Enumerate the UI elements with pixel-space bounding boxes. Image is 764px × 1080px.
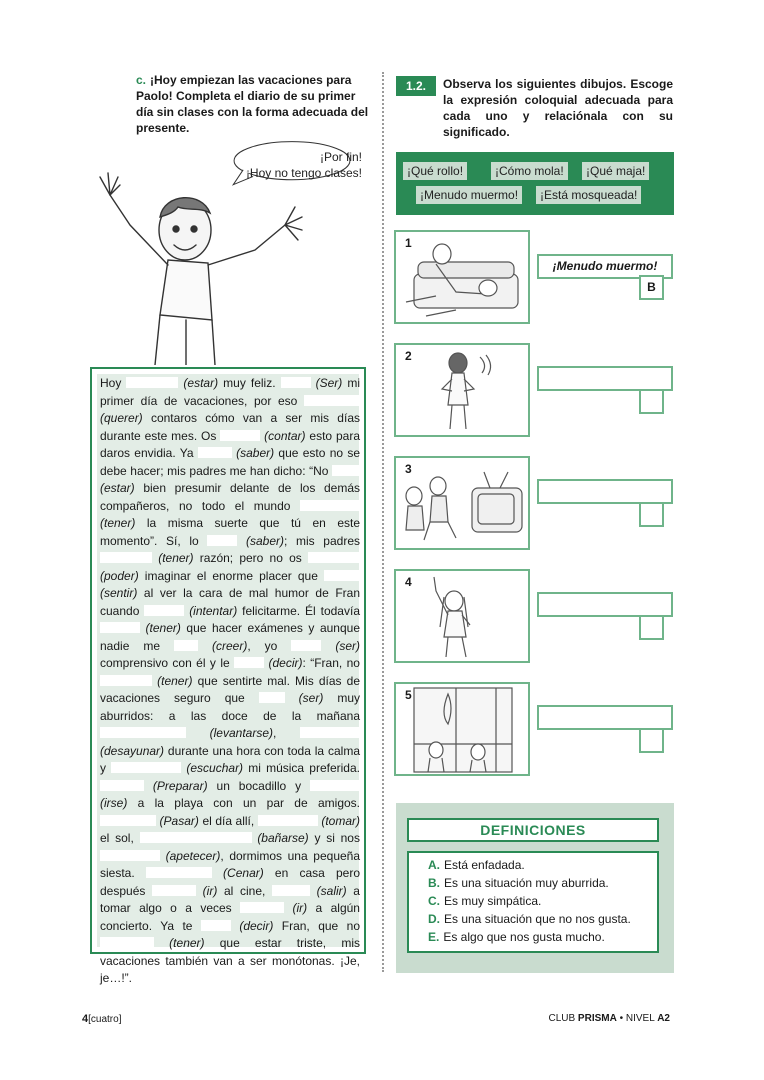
blank-field[interactable] <box>304 395 360 406</box>
definition-text: Está enfadada. <box>444 858 525 872</box>
definition-d <box>428 911 631 927</box>
page-number <box>82 1013 121 1025</box>
diary-segment: la misma suerte que tú en este momento”. Sí, lo <box>100 516 360 548</box>
verb-hint: (decir) <box>230 918 274 933</box>
answer-field-5[interactable] <box>537 705 673 730</box>
diary-segment: a tomar algo o a veces <box>100 883 360 915</box>
verb-hint: (Pasar) <box>156 813 199 828</box>
page-number-digit: 4 <box>82 1013 89 1025</box>
picture-number-3: 3 <box>405 462 412 476</box>
exercise-letter: c. <box>136 73 147 87</box>
diary-segment: ; mis padres <box>284 533 360 548</box>
expression-como-mola: ¡Cómo mola! <box>491 162 568 180</box>
blank-field[interactable] <box>126 377 178 388</box>
bubble-line-1: ¡Por fin! <box>319 150 362 164</box>
diary-segment: en casa pero después <box>100 866 361 898</box>
diary-segment: durante una hora con toda la calma y <box>100 743 360 775</box>
column-divider <box>382 72 384 972</box>
blank-field[interactable] <box>308 552 360 563</box>
diary-segment: al ver la cara de mal humor de Fran cuando <box>100 586 360 618</box>
verb-hint: (escuchar) <box>181 761 244 775</box>
blank-field[interactable] <box>100 622 140 633</box>
picture-number-5: 5 <box>405 688 412 702</box>
definition-b <box>428 875 609 891</box>
diary-segment: que esto no se debe hacer; mis padres me han dicho: “No <box>100 446 361 478</box>
blank-field[interactable] <box>207 535 237 546</box>
definition-text: Es algo que nos gusta mucho. <box>443 930 605 944</box>
answer-field-2[interactable] <box>537 366 673 391</box>
verb-hint: (sentir) <box>100 586 138 600</box>
diary-segment: a algún concierto. Ya te <box>100 901 360 933</box>
verb-hint: (tener) <box>152 673 193 688</box>
diary-segment: Hoy <box>100 376 127 390</box>
blank-field[interactable] <box>220 430 260 441</box>
exercise-c-heading <box>136 72 372 136</box>
bubble-line-2: ¡Hoy no tengo clases! <box>245 166 362 180</box>
definition-text: Es una situación que no nos gusta. <box>444 912 631 926</box>
picture-frame-5 <box>394 682 530 776</box>
verb-hint: (Preparar) <box>144 778 208 793</box>
blank-field[interactable] <box>240 902 284 913</box>
diary-segment: Fran, que no <box>273 918 360 933</box>
diary-segment: que sentirte mal. Mis días de vacaciones seguro que <box>100 673 360 705</box>
blank-field[interactable] <box>201 920 231 931</box>
diary-segment: el día allí, <box>198 813 258 828</box>
definition-a <box>428 857 525 873</box>
blank-field[interactable] <box>100 675 152 686</box>
verb-hint: (irse) <box>100 796 128 810</box>
diary-segment: mi primer día de vacaciones, por eso <box>100 376 360 408</box>
blank-field[interactable] <box>291 640 321 651</box>
annoyed-girl-illustration <box>396 345 528 435</box>
verb-hint: (apetecer) <box>160 848 221 863</box>
definition-text: Es una situación muy aburrida. <box>444 876 609 890</box>
verb-hint: (desayunar) <box>100 743 165 758</box>
blank-field[interactable] <box>234 657 264 668</box>
exercise-instruction: Observa los siguientes dibujos. Escoge la expresión coloquial adecuada para cada uno y relaciónala con su significado. <box>443 77 673 139</box>
level-separator: • NIVEL <box>616 1013 658 1024</box>
picture-frame-4 <box>394 569 530 663</box>
diary-segment: un bocadillo y <box>207 778 310 793</box>
happy-girl-waving-illustration <box>396 571 528 661</box>
blank-field[interactable] <box>310 780 360 791</box>
diary-segment: razón; pero no os <box>193 551 308 565</box>
picture-frame-1 <box>394 230 530 324</box>
diary-segment: al cine, <box>217 883 272 898</box>
blank-field[interactable] <box>140 832 252 843</box>
verb-hint: (creer) <box>198 638 248 653</box>
expression-esta-mosqueada: ¡Está mosqueada! <box>536 186 641 204</box>
verb-hint: (ser) <box>284 691 324 705</box>
diary-segment: el sol, <box>100 831 140 845</box>
verb-hint: (tomar) <box>317 813 360 828</box>
verb-hint: (ser) <box>321 638 360 653</box>
answer-field-1[interactable]: ¡Menudo muermo! <box>537 254 673 279</box>
picture-number-1: 1 <box>405 236 412 250</box>
picture-number-2: 2 <box>405 349 412 363</box>
diary-text <box>100 375 360 988</box>
verb-hint: (decir) <box>264 656 303 670</box>
definition-e <box>428 929 605 945</box>
blank-field[interactable] <box>100 780 144 791</box>
diary-segment: bien presumir delante de los demás compañeros, no todo el mundo <box>100 481 360 513</box>
verb-hint: (tener) <box>154 936 205 950</box>
kids-at-window-illustration <box>396 684 528 774</box>
diary-segment: , dormimos una pequeña siesta. <box>100 848 361 880</box>
blank-field[interactable] <box>272 885 310 896</box>
diary-segment: muy feliz. <box>218 376 281 390</box>
level-label: A2 <box>657 1013 670 1024</box>
definition-letter: C. <box>428 894 440 908</box>
diary-segment: que hacer exámenes y aunque nadie me <box>100 621 360 653</box>
verb-hint: (tener) <box>100 516 136 530</box>
kids-watching-tv-illustration <box>396 458 528 548</box>
boy-illustration <box>90 155 310 365</box>
verb-hint: (Cenar) <box>211 866 264 880</box>
blank-field[interactable] <box>100 937 154 948</box>
blank-field[interactable] <box>144 605 184 616</box>
diary-segment: esto para daros envidia. Ya <box>100 428 360 460</box>
diary-segment: , yo <box>247 638 292 653</box>
verb-hint: (intentar) <box>184 603 238 618</box>
verb-hint: (estar) <box>178 376 219 390</box>
verb-hint: (bañarse) <box>251 831 309 845</box>
blank-field[interactable] <box>300 500 360 511</box>
verb-hint: (ir) <box>284 901 308 915</box>
verb-hint: (estar) <box>100 481 135 495</box>
definitions-title: DEFINICIONES <box>407 818 659 842</box>
exercise-number-badge: 1.2. <box>396 76 436 96</box>
diary-segment: felicitarme. Él todavía <box>237 603 360 618</box>
diary-segment: y si nos <box>308 831 360 845</box>
verb-hint: (levantarse) <box>186 726 274 740</box>
prisma-label: PRISMA <box>577 1013 617 1024</box>
blank-field[interactable] <box>259 692 285 703</box>
verb-hint: (ir) <box>196 883 218 898</box>
diary-segment: contaros cómo van a ser mis días durante este mes. Os <box>100 411 360 443</box>
verb-hint: (saber) <box>237 533 284 548</box>
diary-segment: muy aburridos: a las doce de la mañana <box>100 691 361 723</box>
blank-field[interactable] <box>332 465 360 476</box>
diary-segment: a la playa con un par de amigos. <box>127 796 360 810</box>
blank-field[interactable] <box>258 815 318 826</box>
definition-letter: E. <box>428 930 440 944</box>
page-number-word: [cuatro] <box>88 1014 122 1025</box>
expression-menudo-muermo: ¡Menudo muermo! <box>416 186 522 204</box>
blank-field[interactable] <box>174 640 198 651</box>
letter-box-2[interactable] <box>639 389 664 414</box>
verb-hint: (salir) <box>310 883 347 898</box>
letter-box-5[interactable] <box>639 728 664 753</box>
verb-hint: (Ser) <box>310 376 343 390</box>
expression-que-rollo: ¡Qué rollo! <box>403 162 467 180</box>
verb-hint: (saber) <box>231 446 275 460</box>
exercise-c-instruction: ¡Hoy empiezan las vacaciones para Paolo! Completa el diario de su primer día sin clases con la forma adecuada del presente. <box>136 73 369 135</box>
verb-hint: (contar) <box>260 428 306 443</box>
diary-segment: imaginar el enorme placer que <box>138 568 324 583</box>
verb-hint: (poder) <box>100 568 139 583</box>
verb-hint: (tener) <box>140 621 181 635</box>
verb-hint: (querer) <box>100 411 143 425</box>
definition-letter: D. <box>428 912 440 926</box>
blank-field[interactable] <box>152 885 196 896</box>
picture-number-4: 4 <box>405 575 412 589</box>
diary-segment: comprensivo con él y le <box>100 656 235 670</box>
answer-field-4[interactable] <box>537 592 673 617</box>
blank-field[interactable] <box>146 867 212 878</box>
blank-field[interactable] <box>324 570 360 581</box>
answer-field-3[interactable] <box>537 479 673 504</box>
blank-field[interactable] <box>111 762 181 773</box>
blank-field[interactable] <box>100 815 156 826</box>
expression-que-maja: ¡Qué maja! <box>582 162 649 180</box>
blank-field[interactable] <box>100 552 152 563</box>
definition-c <box>428 893 541 909</box>
diary-segment: : “Fran, no <box>302 656 360 670</box>
blank-field[interactable] <box>281 377 311 388</box>
diary-segment: , <box>273 726 300 740</box>
definition-letter: B. <box>428 876 440 890</box>
definition-letter: A. <box>428 858 440 872</box>
diary-segment: que estar triste, mis vacaciones también van a ser monótonas. ¡Je, je…!”. <box>100 936 360 985</box>
definition-text: Es muy simpática. <box>444 894 542 908</box>
letter-box-4[interactable] <box>639 615 664 640</box>
picture-frame-3 <box>394 456 530 550</box>
book-series-label <box>540 1013 670 1024</box>
blank-field[interactable] <box>100 727 186 738</box>
verb-hint: (tener) <box>152 551 194 565</box>
blank-field[interactable] <box>100 850 160 861</box>
blank-field[interactable] <box>300 727 360 738</box>
diary-segment: mi música preferida. <box>243 761 360 775</box>
letter-box-1[interactable]: B <box>639 275 664 300</box>
bored-people-on-sofa-illustration <box>396 232 528 322</box>
club-label: CLUB <box>548 1013 578 1024</box>
picture-frame-2 <box>394 343 530 437</box>
blank-field[interactable] <box>198 447 232 458</box>
expressions-box <box>396 152 674 215</box>
letter-box-3[interactable] <box>639 502 664 527</box>
